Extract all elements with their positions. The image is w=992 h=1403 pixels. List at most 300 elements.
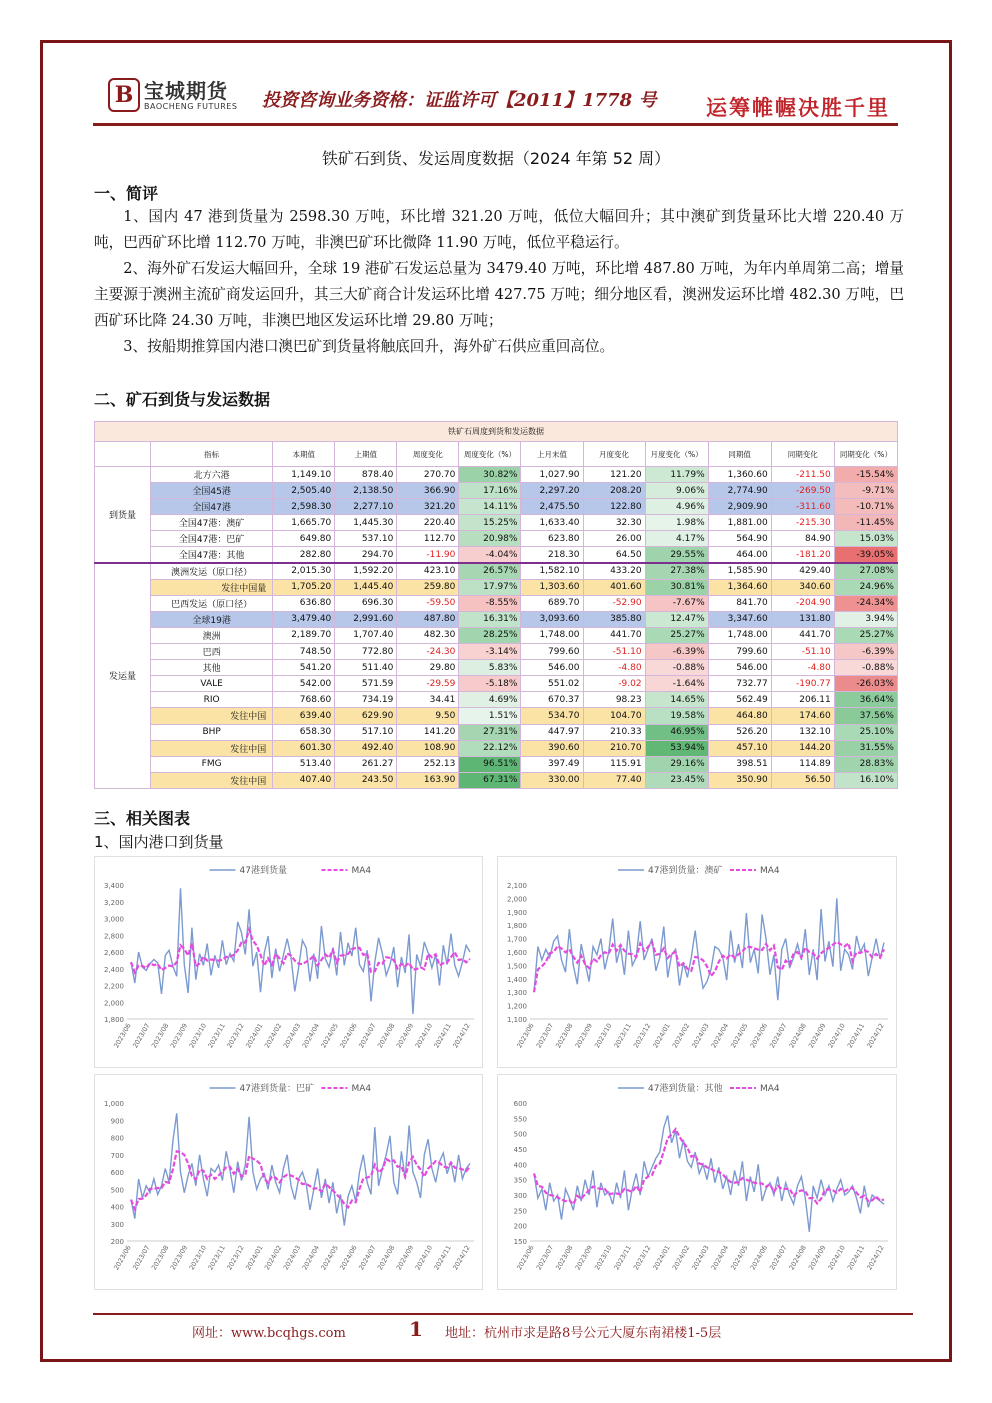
table-cell: 163.90 bbox=[397, 772, 459, 788]
table-cell: 734.19 bbox=[335, 692, 397, 708]
y-tick-label: 700 bbox=[110, 1151, 124, 1160]
table-header-blank bbox=[95, 442, 151, 467]
x-tick-label: 2024/01 bbox=[244, 1244, 265, 1272]
table-header-cell: 指标 bbox=[151, 442, 273, 467]
table-cell: 112.70 bbox=[397, 531, 459, 547]
table-cell: 131.80 bbox=[771, 611, 834, 627]
table-cell: 282.80 bbox=[273, 547, 335, 563]
table-cell: 1,585.90 bbox=[708, 563, 771, 579]
x-tick-label: 2024/12 bbox=[451, 1022, 472, 1050]
table-header-cell: 周度变化（%） bbox=[459, 442, 521, 467]
footer-address: 地址：杭州市求是路8号公元大厦东南裙楼1-5层 bbox=[445, 1326, 722, 1341]
x-tick-label: 2024/10 bbox=[413, 1244, 435, 1272]
x-tick-label: 2024/11 bbox=[845, 1244, 867, 1272]
table-cell: 546.00 bbox=[708, 660, 771, 676]
chart-legend bbox=[618, 864, 780, 876]
table-cell: 17.97% bbox=[459, 579, 521, 595]
x-tick-label: 2024/05 bbox=[319, 1244, 340, 1272]
x-tick-label: 2023/06 bbox=[515, 1022, 536, 1050]
table-header-cell: 上期值 bbox=[335, 442, 397, 467]
table-cell: 29.55% bbox=[645, 547, 708, 563]
x-tick-label: 2024/03 bbox=[690, 1244, 711, 1272]
table-cell: 294.70 bbox=[335, 547, 397, 563]
table-cell: 526.20 bbox=[708, 724, 771, 740]
table-cell: 15.25% bbox=[459, 515, 521, 531]
x-tick-label: 2023/07 bbox=[131, 1022, 152, 1050]
x-tick-label: 2024/11 bbox=[432, 1022, 453, 1050]
table-cell: 464.00 bbox=[708, 547, 771, 563]
table-cell: 115.91 bbox=[583, 756, 645, 772]
table-cell: 689.70 bbox=[521, 595, 583, 611]
x-tick-label: 2024/08 bbox=[375, 1022, 397, 1050]
table-cell: -9.71% bbox=[834, 483, 897, 499]
x-tick-label: 2024/01 bbox=[651, 1022, 672, 1050]
legend-label-series: 47港到货量：巴矿 bbox=[239, 1084, 314, 1094]
series-line bbox=[534, 1115, 884, 1232]
table-cell: -6.39% bbox=[834, 644, 897, 660]
x-tick-label: 2024/01 bbox=[244, 1022, 265, 1050]
table-cell: 30.81% bbox=[645, 579, 708, 595]
chart-47-ports-other bbox=[497, 1074, 897, 1290]
x-tick-label: 2024/02 bbox=[262, 1244, 284, 1272]
table-row bbox=[95, 579, 898, 595]
table-cell: 799.60 bbox=[521, 644, 583, 660]
x-tick-label: 2024/08 bbox=[787, 1022, 808, 1050]
y-tick-label: 1,800 bbox=[506, 922, 527, 931]
table-cell: 16.31% bbox=[459, 611, 521, 627]
y-tick-label: 1,700 bbox=[506, 935, 527, 944]
table-row-label: 全国47港：巴矿 bbox=[151, 531, 273, 547]
y-tick-label: 2,600 bbox=[103, 949, 124, 957]
table-row-label: BHP bbox=[151, 724, 273, 740]
table-cell: 270.70 bbox=[397, 467, 459, 483]
y-tick-label: 150 bbox=[513, 1238, 527, 1246]
x-tick-label: 2023/12 bbox=[631, 1022, 653, 1050]
table-cell: 1,748.00 bbox=[521, 627, 583, 643]
table-cell: -1.64% bbox=[645, 676, 708, 692]
y-tick-label: 350 bbox=[513, 1176, 527, 1185]
table-cell: 34.41 bbox=[397, 692, 459, 708]
table-cell: 243.50 bbox=[335, 772, 397, 788]
table-row bbox=[95, 772, 898, 788]
table-cell: 206.11 bbox=[771, 692, 834, 708]
table-row bbox=[95, 756, 898, 772]
table-cell: 401.60 bbox=[583, 579, 645, 595]
y-tick-label: 1,600 bbox=[506, 949, 527, 957]
table-cell: -59.50 bbox=[397, 595, 459, 611]
x-tick-label: 2023/06 bbox=[515, 1244, 536, 1272]
table-cell: 144.20 bbox=[771, 740, 834, 756]
table-cell: 12.47% bbox=[645, 611, 708, 627]
table-cell: 2,138.50 bbox=[335, 483, 397, 499]
table-cell: -190.77 bbox=[771, 676, 834, 692]
table-cell: 9.06% bbox=[645, 483, 708, 499]
table-row bbox=[95, 563, 898, 579]
table-cell: 17.16% bbox=[459, 483, 521, 499]
table-cell: 1,303.60 bbox=[521, 579, 583, 595]
data-table bbox=[94, 421, 898, 789]
table-cell: 121.20 bbox=[583, 467, 645, 483]
table-row-label: 发往中国量 bbox=[151, 579, 273, 595]
table-cell: 5.83% bbox=[459, 660, 521, 676]
table-cell: 601.30 bbox=[273, 740, 335, 756]
x-tick-label: 2024/11 bbox=[845, 1022, 867, 1050]
table-cell: 537.10 bbox=[335, 531, 397, 547]
table-cell: -7.67% bbox=[645, 595, 708, 611]
x-tick-label: 2024/12 bbox=[865, 1244, 886, 1272]
table-cell: 22.12% bbox=[459, 740, 521, 756]
table-cell: -4.04% bbox=[459, 547, 521, 563]
x-tick-label: 2023/10 bbox=[187, 1244, 209, 1272]
x-tick-label: 2024/03 bbox=[281, 1022, 303, 1050]
chart-legend bbox=[210, 1082, 372, 1094]
x-tick-label: 2024/02 bbox=[670, 1022, 692, 1050]
y-tick-label: 600 bbox=[513, 1100, 527, 1108]
legend-label-ma4: MA4 bbox=[351, 1084, 372, 1094]
table-cell: 2,015.30 bbox=[273, 563, 335, 579]
table-cell: 636.80 bbox=[273, 595, 335, 611]
table-cell: 4.69% bbox=[459, 692, 521, 708]
y-tick-label: 900 bbox=[110, 1117, 124, 1126]
legend-label-ma4: MA4 bbox=[760, 866, 780, 876]
table-cell: 53.94% bbox=[645, 740, 708, 756]
table-cell: 366.90 bbox=[397, 483, 459, 499]
table-cell: 4.17% bbox=[645, 531, 708, 547]
table-cell: 658.30 bbox=[273, 724, 335, 740]
table-cell: 24.96% bbox=[834, 579, 897, 595]
table-header-cell: 上月末值 bbox=[521, 442, 583, 467]
comment-paragraph-2: 2、海外矿石发运大幅回升，全球 19 港矿石发运总量为 3479.40 万吨，环比增 487.80 万吨，为年内单周第二高；增量主要源于澳洲主流矿商发运回升，其三大矿商合计发运环比增 427.75 万吨；细分地区看，澳洲发运环比增 482.30 万吨，巴西矿环比降 24.30 万吨，非澳巴地区发运环比增 29.80 万吨； bbox=[94, 260, 904, 329]
table-row bbox=[95, 627, 898, 643]
table-row-label: 北方六港 bbox=[151, 467, 273, 483]
x-tick-label: 2024/07 bbox=[768, 1022, 789, 1050]
table-cell: 14.65% bbox=[645, 692, 708, 708]
table-cell: 77.40 bbox=[583, 772, 645, 788]
table-row-label: 发往中国 bbox=[151, 740, 273, 756]
x-tick-label: 2023/08 bbox=[554, 1244, 575, 1272]
x-tick-label: 2023/10 bbox=[187, 1022, 209, 1050]
y-tick-label: 2,000 bbox=[103, 999, 124, 1008]
table-cell: 768.60 bbox=[273, 692, 335, 708]
table-cell: 218.30 bbox=[521, 547, 583, 563]
x-tick-label: 2024/04 bbox=[300, 1022, 322, 1050]
table-cell: -4.80 bbox=[771, 660, 834, 676]
table-cell: 841.70 bbox=[708, 595, 771, 611]
table-row-label: VALE bbox=[151, 676, 273, 692]
table-cell: 220.40 bbox=[397, 515, 459, 531]
x-tick-label: 2023/10 bbox=[593, 1022, 614, 1050]
table-header-cell: 同期值 bbox=[708, 442, 771, 467]
table-cell: 1,360.60 bbox=[708, 467, 771, 483]
x-tick-label: 2024/04 bbox=[300, 1244, 322, 1272]
table-row bbox=[95, 740, 898, 756]
table-cell: -311.60 bbox=[771, 499, 834, 515]
table-row bbox=[95, 499, 898, 515]
footer-divider bbox=[93, 1313, 913, 1315]
table-cell: 46.95% bbox=[645, 724, 708, 740]
table-cell: 27.08% bbox=[834, 563, 897, 579]
table-row-label: 澳洲发运（原口径） bbox=[151, 563, 273, 579]
table-cell: -204.90 bbox=[771, 595, 834, 611]
x-tick-label: 2024/05 bbox=[729, 1244, 750, 1272]
table-cell: 340.60 bbox=[771, 579, 834, 595]
table-cell: 9.50 bbox=[397, 708, 459, 724]
table-cell: -51.10 bbox=[771, 644, 834, 660]
y-tick-label: 300 bbox=[513, 1192, 527, 1200]
table-cell: 457.10 bbox=[708, 740, 771, 756]
table-cell: 1,592.20 bbox=[335, 563, 397, 579]
chart-47-ports-brazil bbox=[94, 1074, 483, 1290]
x-tick-label: 2024/01 bbox=[651, 1244, 672, 1272]
x-tick-label: 2023/08 bbox=[149, 1244, 171, 1272]
x-tick-label: 2024/02 bbox=[262, 1022, 284, 1050]
table-cell: -181.20 bbox=[771, 547, 834, 563]
y-tick-label: 400 bbox=[513, 1161, 527, 1170]
logo-text-en: BAOCHENG FUTURES bbox=[144, 101, 238, 111]
x-tick-label: 2024/06 bbox=[338, 1022, 359, 1050]
table-header-cell: 同期变化 bbox=[771, 442, 834, 467]
table-cell: 1,364.60 bbox=[708, 579, 771, 595]
table-cell: 4.96% bbox=[645, 499, 708, 515]
table-cell: 132.10 bbox=[771, 724, 834, 740]
table-cell: 546.00 bbox=[521, 660, 583, 676]
y-tick-label: 400 bbox=[110, 1203, 124, 1212]
table-row bbox=[95, 708, 898, 724]
table-cell: 1,633.40 bbox=[521, 515, 583, 531]
table-cell: 1,881.00 bbox=[708, 515, 771, 531]
table-cell: 433.20 bbox=[583, 563, 645, 579]
table-cell: -211.50 bbox=[771, 467, 834, 483]
table-cell: -51.10 bbox=[583, 644, 645, 660]
y-tick-label: 450 bbox=[513, 1146, 527, 1154]
table-cell: -39.05% bbox=[834, 547, 897, 563]
table-cell: 1.98% bbox=[645, 515, 708, 531]
table-cell: -0.88% bbox=[834, 660, 897, 676]
y-tick-label: 1,900 bbox=[506, 908, 527, 917]
table-row bbox=[95, 676, 898, 692]
x-tick-label: 2023/08 bbox=[554, 1022, 575, 1050]
table-cell: -269.50 bbox=[771, 483, 834, 499]
chart-legend bbox=[210, 864, 372, 876]
table-cell: 772.80 bbox=[335, 644, 397, 660]
x-tick-label: 2023/12 bbox=[225, 1022, 246, 1050]
chart-47-ports-aus bbox=[497, 856, 897, 1068]
table-cell: 261.27 bbox=[335, 756, 397, 772]
table-cell: 26.00 bbox=[583, 531, 645, 547]
logo-text-cn: 宝城期货 bbox=[144, 78, 228, 103]
table-cell: 1,445.30 bbox=[335, 515, 397, 531]
table-cell: 492.40 bbox=[335, 740, 397, 756]
table-row-label: 全国47港：其他 bbox=[151, 547, 273, 563]
table-cell: 122.80 bbox=[583, 499, 645, 515]
x-tick-label: 2023/11 bbox=[206, 1244, 227, 1272]
table-cell: 64.50 bbox=[583, 547, 645, 563]
table-cell: 16.10% bbox=[834, 772, 897, 788]
y-tick-label: 1,500 bbox=[506, 962, 527, 971]
table-cell: -6.39% bbox=[645, 644, 708, 660]
table-cell: 20.98% bbox=[459, 531, 521, 547]
table-cell: -15.54% bbox=[834, 467, 897, 483]
table-row-label: FMG bbox=[151, 756, 273, 772]
table-caption: 铁矿石周度到货和发运数据 bbox=[95, 422, 898, 442]
table-cell: 84.90 bbox=[771, 531, 834, 547]
table-cell: 96.51% bbox=[459, 756, 521, 772]
table-row-label: 全国47港 bbox=[151, 499, 273, 515]
x-tick-label: 2023/09 bbox=[573, 1022, 595, 1050]
table-cell: 28.83% bbox=[834, 756, 897, 772]
x-tick-label: 2024/10 bbox=[826, 1244, 847, 1272]
table-cell: 441.70 bbox=[583, 627, 645, 643]
table-cell: 534.70 bbox=[521, 708, 583, 724]
table-cell: 407.40 bbox=[273, 772, 335, 788]
x-tick-label: 2023/06 bbox=[112, 1244, 133, 1272]
table-cell: 56.50 bbox=[771, 772, 834, 788]
table-cell: 447.97 bbox=[521, 724, 583, 740]
table-cell: 330.00 bbox=[521, 772, 583, 788]
table-header-cell: 同期变化（%） bbox=[834, 442, 897, 467]
x-tick-label: 2023/09 bbox=[168, 1022, 190, 1050]
table-cell: 541.20 bbox=[273, 660, 335, 676]
table-cell: 2,909.90 bbox=[708, 499, 771, 515]
table-row-label: 巴西 bbox=[151, 644, 273, 660]
table-cell: 32.30 bbox=[583, 515, 645, 531]
legend-label-series: 47港到货量 bbox=[239, 866, 287, 876]
table-cell: 36.64% bbox=[834, 692, 897, 708]
x-tick-label: 2023/07 bbox=[534, 1022, 556, 1050]
slogan: 运筹帷幄决胜千里 bbox=[706, 95, 890, 120]
table-cell: 28.25% bbox=[459, 627, 521, 643]
y-tick-label: 250 bbox=[513, 1207, 527, 1216]
y-tick-label: 550 bbox=[513, 1115, 527, 1124]
y-tick-label: 800 bbox=[110, 1134, 124, 1143]
x-tick-label: 2023/06 bbox=[112, 1022, 133, 1050]
table-row bbox=[95, 595, 898, 611]
x-tick-label: 2024/10 bbox=[826, 1022, 847, 1050]
report-title: 铁矿石到货、发运周度数据（2024 年第 52 周） bbox=[321, 149, 671, 168]
x-tick-label: 2023/11 bbox=[612, 1022, 633, 1050]
x-tick-label: 2024/05 bbox=[319, 1022, 340, 1050]
table-cell: 3,347.60 bbox=[708, 611, 771, 627]
x-tick-label: 2023/07 bbox=[131, 1244, 152, 1272]
table-cell: 639.40 bbox=[273, 708, 335, 724]
table-row bbox=[95, 692, 898, 708]
table-cell: 1,582.10 bbox=[521, 563, 583, 579]
table-cell: 623.80 bbox=[521, 531, 583, 547]
x-tick-label: 2024/03 bbox=[281, 1244, 303, 1272]
section1-heading: 一、简评 bbox=[94, 184, 159, 203]
table-cell: 1,705.20 bbox=[273, 579, 335, 595]
table-cell: -10.71% bbox=[834, 499, 897, 515]
table-cell: 799.60 bbox=[708, 644, 771, 660]
table-row bbox=[95, 483, 898, 499]
table-cell: 104.70 bbox=[583, 708, 645, 724]
table-cell: 513.40 bbox=[273, 756, 335, 772]
table-cell: 108.90 bbox=[397, 740, 459, 756]
table-row bbox=[95, 531, 898, 547]
table-cell: 25.27% bbox=[834, 627, 897, 643]
table-cell: 2,189.70 bbox=[273, 627, 335, 643]
table-row-label: 巴西发运（原口径） bbox=[151, 595, 273, 611]
y-tick-label: 3,000 bbox=[103, 915, 124, 924]
x-tick-label: 2023/11 bbox=[206, 1022, 227, 1050]
table-cell: 26.57% bbox=[459, 563, 521, 579]
x-tick-label: 2024/09 bbox=[806, 1022, 828, 1050]
x-tick-label: 2023/12 bbox=[631, 1244, 653, 1272]
x-tick-label: 2023/10 bbox=[593, 1244, 614, 1272]
section3-subheading: 1、国内港口到货量 bbox=[94, 833, 224, 851]
table-cell: 571.59 bbox=[335, 676, 397, 692]
table-cell: 385.80 bbox=[583, 611, 645, 627]
table-row-label: 全国45港 bbox=[151, 483, 273, 499]
x-tick-label: 2024/02 bbox=[670, 1244, 692, 1272]
table-cell: 629.90 bbox=[335, 708, 397, 724]
table-cell: -4.80 bbox=[583, 660, 645, 676]
y-tick-label: 1,800 bbox=[103, 1016, 124, 1024]
table-row-label: RIO bbox=[151, 692, 273, 708]
y-tick-label: 500 bbox=[110, 1186, 124, 1195]
table-cell: 441.70 bbox=[771, 627, 834, 643]
table-cell: 390.60 bbox=[521, 740, 583, 756]
table-cell: 210.70 bbox=[583, 740, 645, 756]
x-tick-label: 2023/11 bbox=[612, 1244, 633, 1272]
x-tick-label: 2024/09 bbox=[394, 1244, 416, 1272]
table-cell: 174.60 bbox=[771, 708, 834, 724]
table-cell: -0.88% bbox=[645, 660, 708, 676]
y-tick-label: 1,400 bbox=[506, 975, 527, 984]
footer-website[interactable]: 网址：www.bcqhgs.com bbox=[192, 1326, 346, 1341]
table-row bbox=[95, 515, 898, 531]
x-tick-label: 2024/09 bbox=[806, 1244, 828, 1272]
table-row bbox=[95, 644, 898, 660]
y-tick-label: 1,000 bbox=[103, 1100, 124, 1108]
table-cell: -52.90 bbox=[583, 595, 645, 611]
x-tick-label: 2024/08 bbox=[375, 1244, 397, 1272]
table-cell: 141.20 bbox=[397, 724, 459, 740]
table-cell: 2,598.30 bbox=[273, 499, 335, 515]
x-tick-label: 2024/09 bbox=[394, 1022, 416, 1050]
table-cell: 649.80 bbox=[273, 531, 335, 547]
x-tick-label: 2024/04 bbox=[709, 1022, 731, 1050]
chart-legend bbox=[618, 1082, 780, 1094]
x-tick-label: 2024/08 bbox=[787, 1244, 808, 1272]
table-cell: 1,748.00 bbox=[708, 627, 771, 643]
table-cell: 517.10 bbox=[335, 724, 397, 740]
x-tick-label: 2024/06 bbox=[338, 1244, 359, 1272]
y-tick-label: 1,300 bbox=[506, 989, 527, 998]
x-tick-label: 2024/05 bbox=[729, 1022, 750, 1050]
table-cell: 27.31% bbox=[459, 724, 521, 740]
table-cell: -24.30 bbox=[397, 644, 459, 660]
table-cell: 31.55% bbox=[834, 740, 897, 756]
table-cell: 1,445.40 bbox=[335, 579, 397, 595]
table-row-label: 其他 bbox=[151, 660, 273, 676]
table-row bbox=[95, 467, 898, 483]
y-tick-label: 300 bbox=[110, 1220, 124, 1229]
x-tick-label: 2024/07 bbox=[357, 1244, 378, 1272]
table-cell: 27.38% bbox=[645, 563, 708, 579]
table-cell: -5.18% bbox=[459, 676, 521, 692]
section2-heading: 二、矿石到货与发运数据 bbox=[94, 390, 271, 409]
table-row-label: 澳洲 bbox=[151, 627, 273, 643]
legend-label-ma4: MA4 bbox=[351, 866, 372, 876]
series-line bbox=[534, 898, 884, 1000]
x-tick-label: 2024/07 bbox=[768, 1244, 789, 1272]
table-cell: 67.31% bbox=[459, 772, 521, 788]
table-cell: 3.94% bbox=[834, 611, 897, 627]
x-tick-label: 2024/07 bbox=[357, 1022, 378, 1050]
y-tick-label: 200 bbox=[513, 1222, 527, 1231]
table-row bbox=[95, 724, 898, 740]
